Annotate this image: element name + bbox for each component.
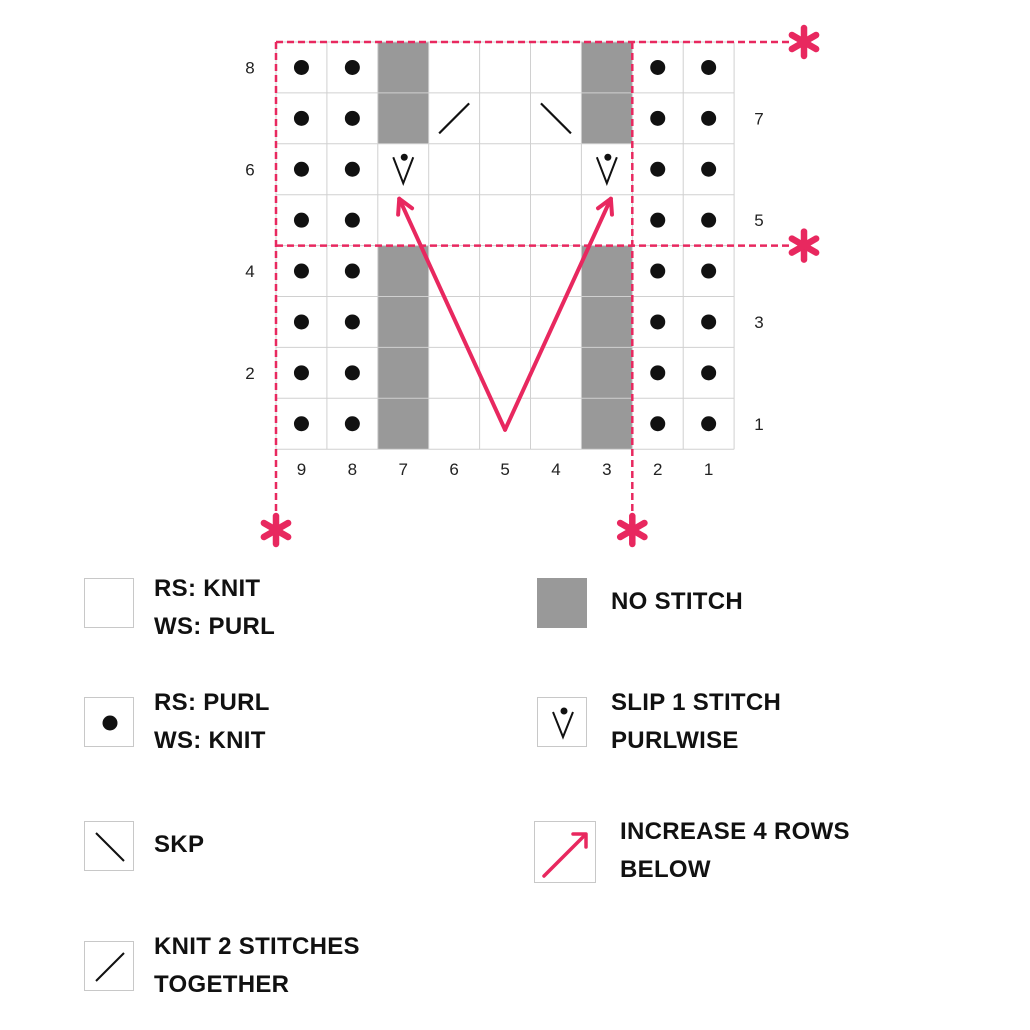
purl-dot-icon [701, 365, 716, 380]
purl-dot-icon [294, 264, 309, 279]
cell-r6-c3 [581, 144, 632, 195]
purl-dot-icon [650, 416, 665, 431]
blank-square-icon [84, 578, 134, 628]
cell-r1-c4 [531, 398, 582, 449]
cell-r7-c7-no-stitch [378, 93, 429, 144]
column-label: 2 [653, 460, 663, 479]
purl-dot-icon [650, 365, 665, 380]
purl-dot-icon [294, 60, 309, 75]
purl-dot-icon [701, 162, 716, 177]
purl-dot-icon [701, 416, 716, 431]
purl-dot-icon [294, 365, 309, 380]
cell-r5-c4 [531, 195, 582, 246]
cell-r3-c7-no-stitch [378, 297, 429, 348]
purl-dot-icon [294, 314, 309, 329]
slip-dot [604, 154, 611, 161]
row-label-left: 6 [245, 160, 255, 180]
column-label: 6 [449, 460, 459, 479]
row-label-left: 4 [245, 262, 255, 282]
purl-dot-icon [650, 314, 665, 329]
row-label-right: 7 [754, 109, 764, 129]
row-label-left: 8 [245, 58, 255, 78]
legend-k2tog-line1: KNIT 2 STITCHES [154, 933, 360, 960]
purl-dot-icon [701, 60, 716, 75]
column-label: 7 [398, 460, 408, 479]
cell-r7-c5 [480, 93, 531, 144]
purl-dot-icon [294, 416, 309, 431]
cell-r6-c6 [429, 144, 480, 195]
legend-knit-line1: RS: KNIT [154, 575, 261, 602]
row-label-right: 3 [754, 312, 764, 332]
cell-r8-c4 [531, 42, 582, 93]
purl-dot-icon [701, 264, 716, 279]
cell-r4-c6 [429, 246, 480, 297]
cell-r4-c5 [480, 246, 531, 297]
purl-dot-icon [345, 314, 360, 329]
cell-r3-c5 [480, 297, 531, 348]
legend-slip-line2: PURLWISE [611, 727, 739, 754]
purl-dot-icon [650, 162, 665, 177]
column-label: 8 [347, 460, 358, 479]
cell-r3-c3-no-stitch [581, 297, 632, 348]
purl-dot-icon [701, 111, 716, 126]
cell-r1-c7-no-stitch [378, 398, 429, 449]
legend-knit-line2: WS: PURL [154, 613, 276, 640]
cell-r6-c7 [378, 144, 429, 195]
purl-dot-icon [345, 264, 360, 279]
legend-increase-line2: BELOW [620, 856, 711, 883]
increase-arrow-icon [534, 821, 596, 883]
cell-r5-c6 [429, 195, 480, 246]
cell-r6-c5 [480, 144, 531, 195]
row-label-right: 5 [754, 211, 764, 231]
purl-dot-icon [650, 111, 665, 126]
row-label-right: 1 [754, 414, 764, 434]
cell-r5-c5 [480, 195, 531, 246]
purl-dot-icon [345, 162, 360, 177]
cell-r1-c3-no-stitch [581, 398, 632, 449]
cell-r2-c7-no-stitch [378, 347, 429, 398]
asterisk-marker-top [792, 28, 816, 56]
column-label: 9 [296, 460, 307, 479]
legend-skp-label: SKP [154, 831, 205, 858]
purl-dot-icon [345, 416, 360, 431]
purl-dot-icon [701, 314, 716, 329]
purl-dot-icon [294, 162, 309, 177]
asterisk-marker-middle [792, 232, 816, 260]
cell-r4-c3-no-stitch [581, 246, 632, 297]
purl-dot-icon [650, 213, 665, 228]
purl-dot-icon [345, 213, 360, 228]
column-label: 5 [500, 460, 510, 479]
asterisk-marker-left [264, 516, 288, 544]
purl-dot-icon [650, 60, 665, 75]
legend-k2tog-line2: TOGETHER [154, 971, 290, 998]
purl-dot-icon [701, 213, 716, 228]
gray-square-icon [537, 578, 587, 628]
purl-dot-icon [345, 111, 360, 126]
column-label: 4 [551, 460, 561, 479]
cell-r7-c3-no-stitch [581, 93, 632, 144]
dot-icon [84, 697, 134, 747]
purl-dot-icon [345, 60, 360, 75]
slip-stitch-icon [537, 697, 587, 747]
cell-r8-c7-no-stitch [378, 42, 429, 93]
purl-dot-icon [650, 264, 665, 279]
purl-dot-icon [294, 213, 309, 228]
legend-no-stitch-label: NO STITCH [611, 588, 744, 615]
row-label-left: 2 [245, 363, 255, 383]
backslash-icon [84, 821, 134, 871]
asterisk-marker-right [620, 516, 644, 544]
legend-purl-line2: WS: KNIT [154, 727, 266, 754]
cell-r8-c3-no-stitch [581, 42, 632, 93]
column-label: 3 [602, 460, 612, 479]
cell-r4-c4 [531, 246, 582, 297]
slash-icon [84, 941, 134, 991]
cell-r6-c4 [531, 144, 582, 195]
column-label: 1 [703, 460, 714, 479]
cell-r8-c6 [429, 42, 480, 93]
cell-r2-c3-no-stitch [581, 347, 632, 398]
cell-r1-c6 [429, 398, 480, 449]
legend-purl-line1: RS: PURL [154, 689, 270, 716]
legend-increase-line1: INCREASE 4 ROWS [620, 818, 850, 845]
purl-dot-icon [345, 365, 360, 380]
cell-r1-c5 [480, 398, 531, 449]
cell-r4-c7-no-stitch [378, 246, 429, 297]
legend-slip-line1: SLIP 1 STITCH [611, 689, 782, 716]
purl-dot-icon [294, 111, 309, 126]
slip-dot [401, 154, 408, 161]
cell-r8-c5 [480, 42, 531, 93]
